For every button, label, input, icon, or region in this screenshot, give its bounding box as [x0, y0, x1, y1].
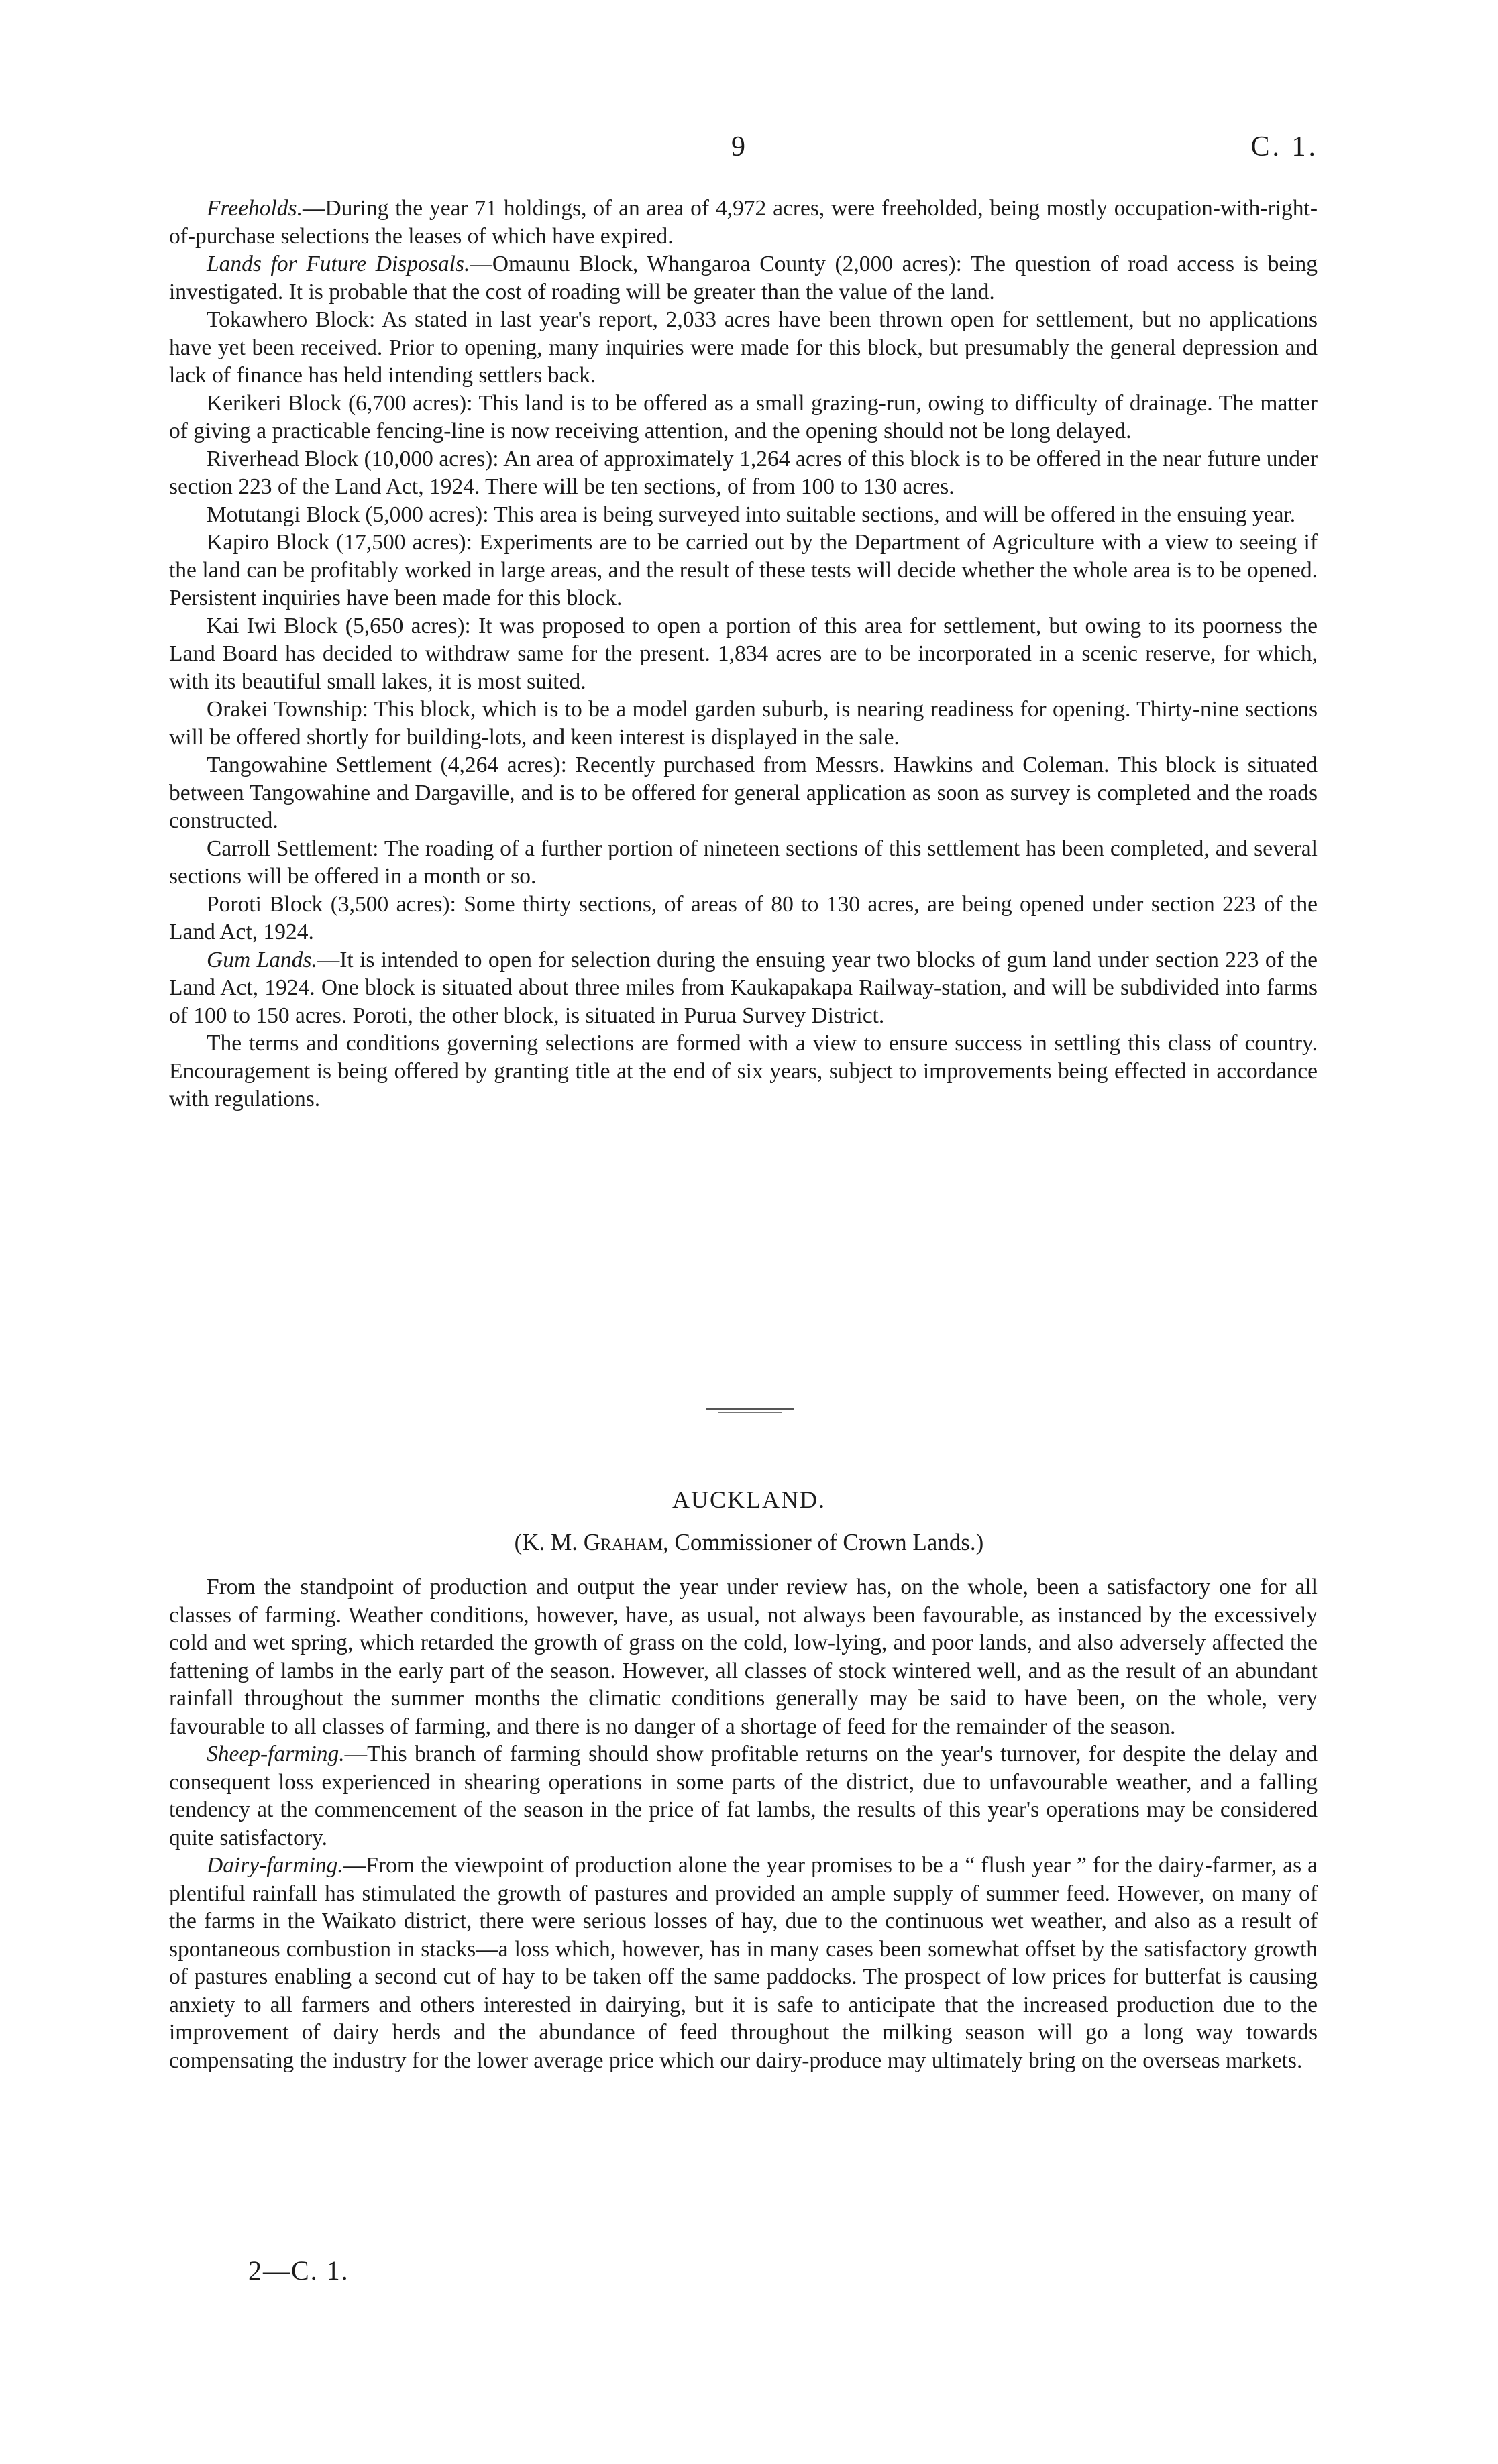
author-surname: Graham: [583, 1529, 663, 1555]
section-divider-rule: [718, 1412, 782, 1413]
paragraph: [169, 1029, 1318, 1113]
paragraph-text: Tangowahine Settlement (4,264 acres): Recently purchased from Messrs. Hawkins and Coleman. This block is situated between Tangowahine and Dargaville, and is to be offered for general application as soon as survey is completed and the roads constructed.: [169, 752, 1318, 833]
paragraph-text: Kerikeri Block (6,700 acres): This land is to be offered as a small grazing-run, owing to difficulty of drainage. The matter of giving a practicable fencing-line is now receiving attention, and the opening should not be long delayed.: [169, 390, 1318, 443]
paragraph-text: Poroti Block (3,500 acres): Some thirty sections, of areas of 80 to 130 acres, are being opened under section 223 of the Land Act, 1924.: [169, 891, 1318, 944]
auckland-section: [169, 1573, 1318, 2074]
paragraph-text: Kapiro Block (17,500 acres): Experiments are to be carried out by the Department of Agriculture with a view to seeing if the land can be profitably worked in large areas, and the result of these tests will decide whether the whole area is to be opened. Persistent inquiries have been made for this block.: [169, 530, 1318, 610]
sheet-signature: 2—C. 1.: [248, 2255, 350, 2286]
section-title: AUCKLAND.: [672, 1486, 826, 1513]
paragraph: [169, 891, 1318, 946]
paragraph: [169, 445, 1318, 501]
paragraph-lead: Sheep-farming.: [207, 1742, 345, 1767]
paragraph-text: Orakei Township: This block, which is to be a model garden suburb, is nearing readiness for opening. Thirty-nine sections will be offered shortly for building-lots, and keen interest is displayed in the sale.: [169, 697, 1318, 750]
author-open: (: [514, 1529, 523, 1555]
page-header: [0, 131, 1498, 171]
paragraph: [169, 250, 1318, 306]
paragraph-text: —During the year 71 holdings, of an area of 4,972 acres, were freeholded, being mostly occupation-with-right-of-purchase selections the leases of which have expired.: [169, 196, 1318, 249]
paragraph: [169, 946, 1318, 1030]
paragraph: [169, 194, 1318, 250]
paragraph-text: —From the viewpoint of production alone the year promises to be a “ flush year ” for the dairy-farmer, as a plentiful rainfall has stimulated the growth of pastures and provided an ample supply of summer feed. However, on many of the farms in the Waikato district, there were serious losses of hay, due to the continuous wet weather, and also as a result of spontaneous combustion in stacks—a loss which, however, has in many cases been somewhat offset by the satisfactory growth of pastures enabling a second cut of hay to be taken off the same paddocks. The prospect of low prices for butterfat is causing anxiety to all farmers and others interested in dairying, but it is safe to anticipate that the increased production due to the improvement of dairy herds and the abundance of feed throughout the milking season will go a long way towards compensating the industry for the lower average price which our dairy-produce may ultimately bring on the overseas markets.: [169, 1853, 1318, 2073]
section-code: C. 1.: [1250, 131, 1318, 162]
paragraph-text: The terms and conditions governing selections are formed with a view to ensure success in settling this class of country. Encouragement is being offered by granting title at the end of six years, subject to improvements being effected in accordance with regulations.: [169, 1031, 1318, 1111]
paragraph-text: Carroll Settlement: The roading of a further portion of nineteen sections of this settlement has been completed, and several sections will be offered in a month or so.: [169, 836, 1318, 889]
paragraph-text: —Omaunu Block, Whangaroa County (2,000 acres): The question of road access is being investigated. It is probable that the cost of roading will be greater than the value of the land.: [169, 251, 1318, 304]
paragraph-text: Riverhead Block (10,000 acres): An area of approximately 1,264 acres of this block is to be offered in the near future under section 223 of the Land Act, 1924. There will be ten sections, of from 100 to 130 acres.: [169, 446, 1318, 499]
paragraph: [169, 612, 1318, 696]
paragraph: [169, 1740, 1318, 1852]
northland-section: [169, 194, 1318, 1113]
paragraph-text: Kai Iwi Block (5,650 acres): It was proposed to open a portion of this area for settlement, but owing to its poorness the Land Board has decided to withdraw same for the present. 1,834 acres are to be incorporated in a scenic reserve, for which, with its beautiful small lakes, it is most suited.: [169, 613, 1318, 694]
paragraph: [169, 695, 1318, 751]
author-initials: K. M.: [522, 1529, 584, 1555]
section-divider: [706, 1408, 794, 1410]
paragraph: [169, 835, 1318, 891]
paragraph: [169, 1852, 1318, 2074]
paragraph-text: Motutangi Block (5,000 acres): This area is being surveyed into suitable sections, and will be offered in the ensuing year.: [207, 502, 1296, 527]
paragraph-lead: Gum Lands.: [207, 947, 317, 972]
paragraph-text: Tokawhero Block: As stated in last year's report, 2,033 acres have been thrown open for settlement, but no applications have yet been received. Prior to opening, many inquiries were made for this block, but presumably the general depression and lack of finance has held intending settlers back.: [169, 307, 1318, 388]
section-author: [0, 1529, 1498, 1556]
paragraph-text: —It is intended to open for selection during the ensuing year two blocks of gum land under section 223 of the Land Act, 1924. One block is situated about three miles from Kaukapakapa Railway-station, and will be subdivided into farms of 100 to 150 acres. Poroti, the other block, is situated in Purua Survey District.: [169, 947, 1318, 1028]
paragraph-lead: Dairy-farming.: [207, 1853, 343, 1878]
paragraph-lead: Lands for Future Disposals.: [207, 251, 470, 276]
paragraph: [169, 306, 1318, 390]
paragraph-text: —This branch of farming should show profitable returns on the year's turnover, for despite the delay and consequent loss experienced in shearing operations in some parts of the district, due to unfavourable weather, and a falling tendency at the commencement of the season in the price of fat lambs, the results of this year's operations may be considered quite satisfactory.: [169, 1742, 1318, 1850]
paragraph: [169, 751, 1318, 835]
page-number: 9: [731, 131, 745, 162]
paragraph: [169, 528, 1318, 612]
paragraph: [169, 1573, 1318, 1740]
paragraph-text: From the standpoint of production and output the year under review has, on the whole, been a satisfactory one for all classes of farming. Weather conditions, however, have, as usual, not always been favourable, as instanced by the excessively cold and wet spring, which retarded the growth of grass on the cold, low-lying, and poor lands, and also adversely affected the fattening of lambs in the early part of the season. However, all classes of stock wintered well, and as the result of an abundant rainfall throughout the summer months the climatic conditions generally may be said to have been, on the whole, very favourable to all classes of farming, and there is no danger of a shortage of feed for the remainder of the season.: [169, 1575, 1318, 1739]
paragraph: [169, 390, 1318, 445]
paragraph: [169, 501, 1318, 529]
paragraph-lead: Freeholds.: [207, 196, 303, 221]
author-role: , Commissioner of Crown Lands.): [663, 1529, 984, 1555]
